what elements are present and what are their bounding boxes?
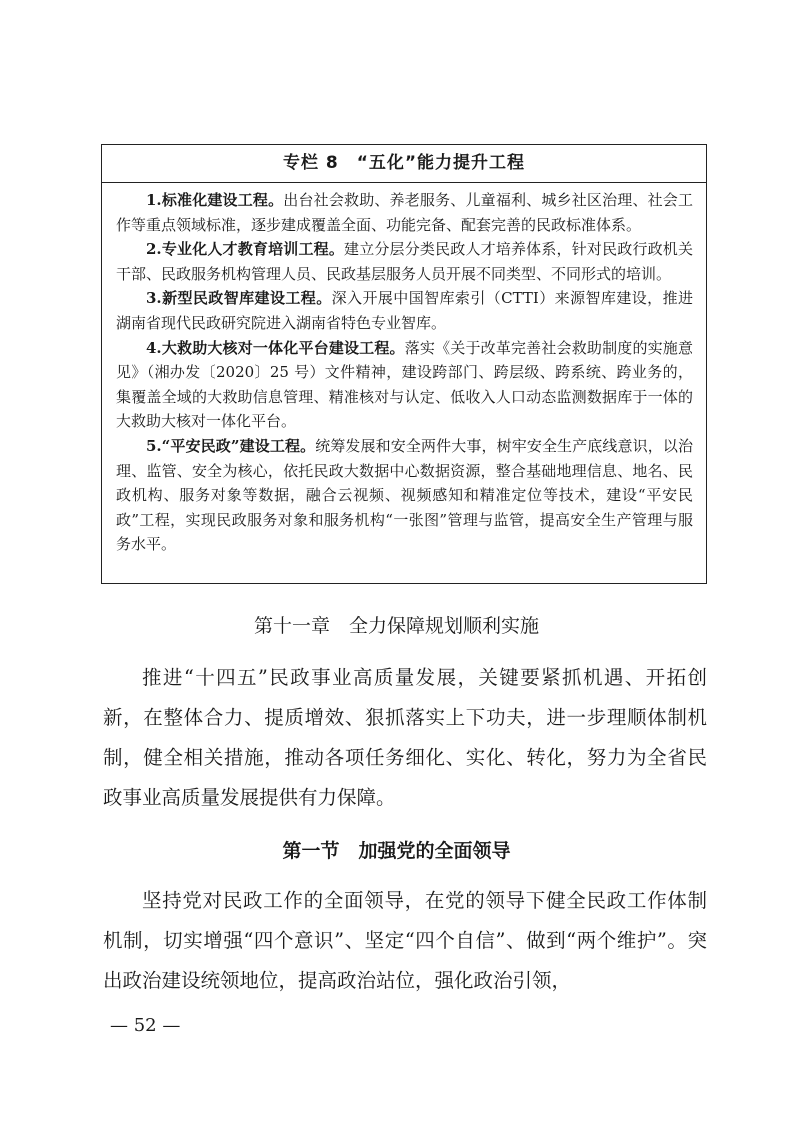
item-heading: 5.“平安民政”建设工程。 [146,436,316,455]
special-column-title: 专栏 8 “五化”能力提升工程 [102,145,706,183]
item-text: 落实《关于改革完善社会救助制度的实施意见》（湘办发〔2020〕25 号）文件精神，建设跨部门、跨层级、跨系统、跨业务的，集覆盖全域的大救助信息管理、精准核对与认定、低收入人口动态监测数据库于一体的大救助大核对一体化平台。 [116,338,693,431]
item-text: 深入开展中国智库索引（CTTI）来源智库建设，推进湖南省现代民政研究院进入湖南省特色专业智库。 [116,289,693,332]
special-column-box [101,144,707,584]
item-text: 统筹发展和安全两件大事，树牢安全生产底线意识，以治理、监管、安全为核心，依托民政大数据中心数据资源，整合基础地理信息、地名、民政机构、服务对象等数据，融合云视频、视频感知和精准定位等技术，建设“平安民政”工程，实现民政服务对象和服务机构“一张图”管理与监管，提高安全生产管理与服务水平。 [116,436,693,554]
item-heading: 1.标准化建设工程。 [146,191,284,209]
page-number: — 52 — [110,1015,181,1036]
chapter-title: 第十一章 全力保障规划顺利实施 [253,615,539,637]
list-item [116,434,693,557]
item-text: 出台社会救助、养老服务、儿童福利、城乡社区治理、社会工作等重点领域标准，逐步建成覆盖全面、功能完备、配套完善的民政标准体系。 [116,191,693,234]
section-title: 第一节 加强党的全面领导 [282,840,511,862]
section-paragraph: 坚持党对民政工作的全面领导，在党的领导下健全民政工作体制机制，切实增强“四个意识”、坚定“四个自信”、做到“两个维护”。突出政治建设统领地位，提高政治站位，强化政治引领， [103,889,707,992]
item-heading: 4.大救助大核对一体化平台建设工程。 [146,338,405,357]
list-item [116,286,693,335]
special-column-body [102,183,706,557]
list-item [116,336,693,434]
item-text: 建立分层分类民政人才培养体系，针对民政行政机关干部、民政服务机构管理人员、民政基层服务人员开展不同类型、不同形式的培训。 [116,240,693,283]
list-item [116,237,693,286]
item-heading: 3.新型民政智库建设工程。 [146,289,332,308]
list-item [116,188,693,237]
chapter-paragraph: 推进“十四五”民政事业高质量发展，关键要紧抓机遇、开拓创新，在整体合力、提质增效、狠抓落实上下功夫，进一步理顺体制机制，健全相关措施，推动各项任务细化、实化、转化，努力为全省民政事业高质量发展提供有力保障。 [103,666,707,809]
item-heading: 2.专业化人才教育培训工程。 [146,240,345,259]
